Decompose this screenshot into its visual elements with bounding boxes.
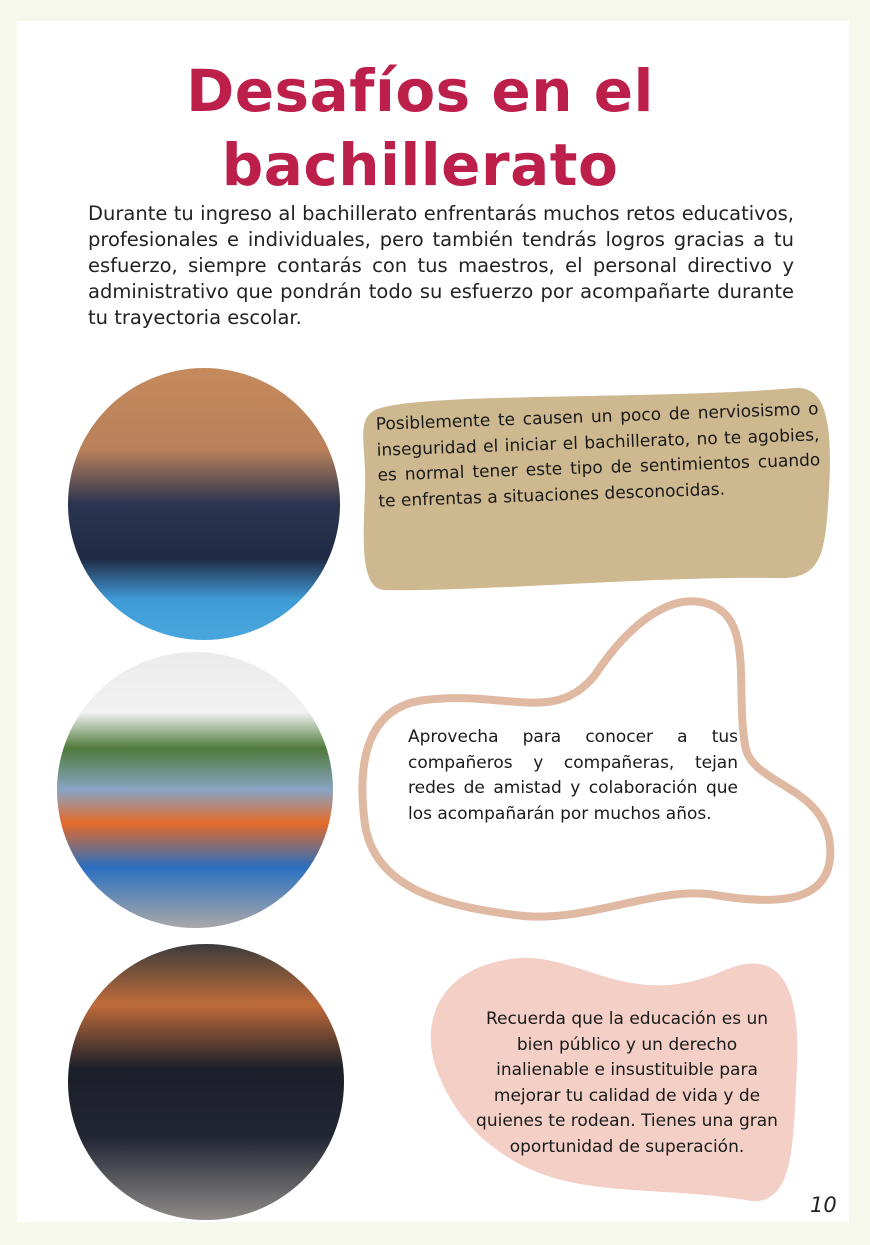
photo-training-workshop: [57, 652, 333, 928]
intro-paragraph: Durante tu ingreso al bachillerato enfrentarás muchos retos educativos, profesionales e individuales, pero también tendrás logros gracias a tu esfuerzo, siempre contarás con tus maestros, el personal directivo y administrativo que pondrán todo su esfuerzo por acompañarte durante tu trayectoria escolar.: [88, 202, 794, 329]
photo-volleyball-team: [68, 368, 340, 640]
callout-nerviosismo: Posiblemente te causen un poco de nerviosismo o inseguridad el iniciar el bachillerato, no te agobies, es normal tener este tipo de sentimientos cuando te enfrentas a situaciones desconocidas.: [375, 399, 821, 512]
photo-marching-band: [68, 944, 344, 1220]
callout-educacion: Recuerda que la educación es un bien público y un derecho inalienable e insustituible para mejorar tu calidad de vida y de quienes te rodean. Tienes una gran oportunidad de superación.: [476, 1009, 778, 1157]
callout-companeros: Aprovecha para conocer a tus compañeros y compañeras, tejan redes de amistad y colaboración que los acompañarán por muchos años.: [408, 727, 738, 824]
page-title: Desafíos en el bachillerato: [186, 57, 654, 199]
page-number: 10: [810, 1193, 837, 1217]
